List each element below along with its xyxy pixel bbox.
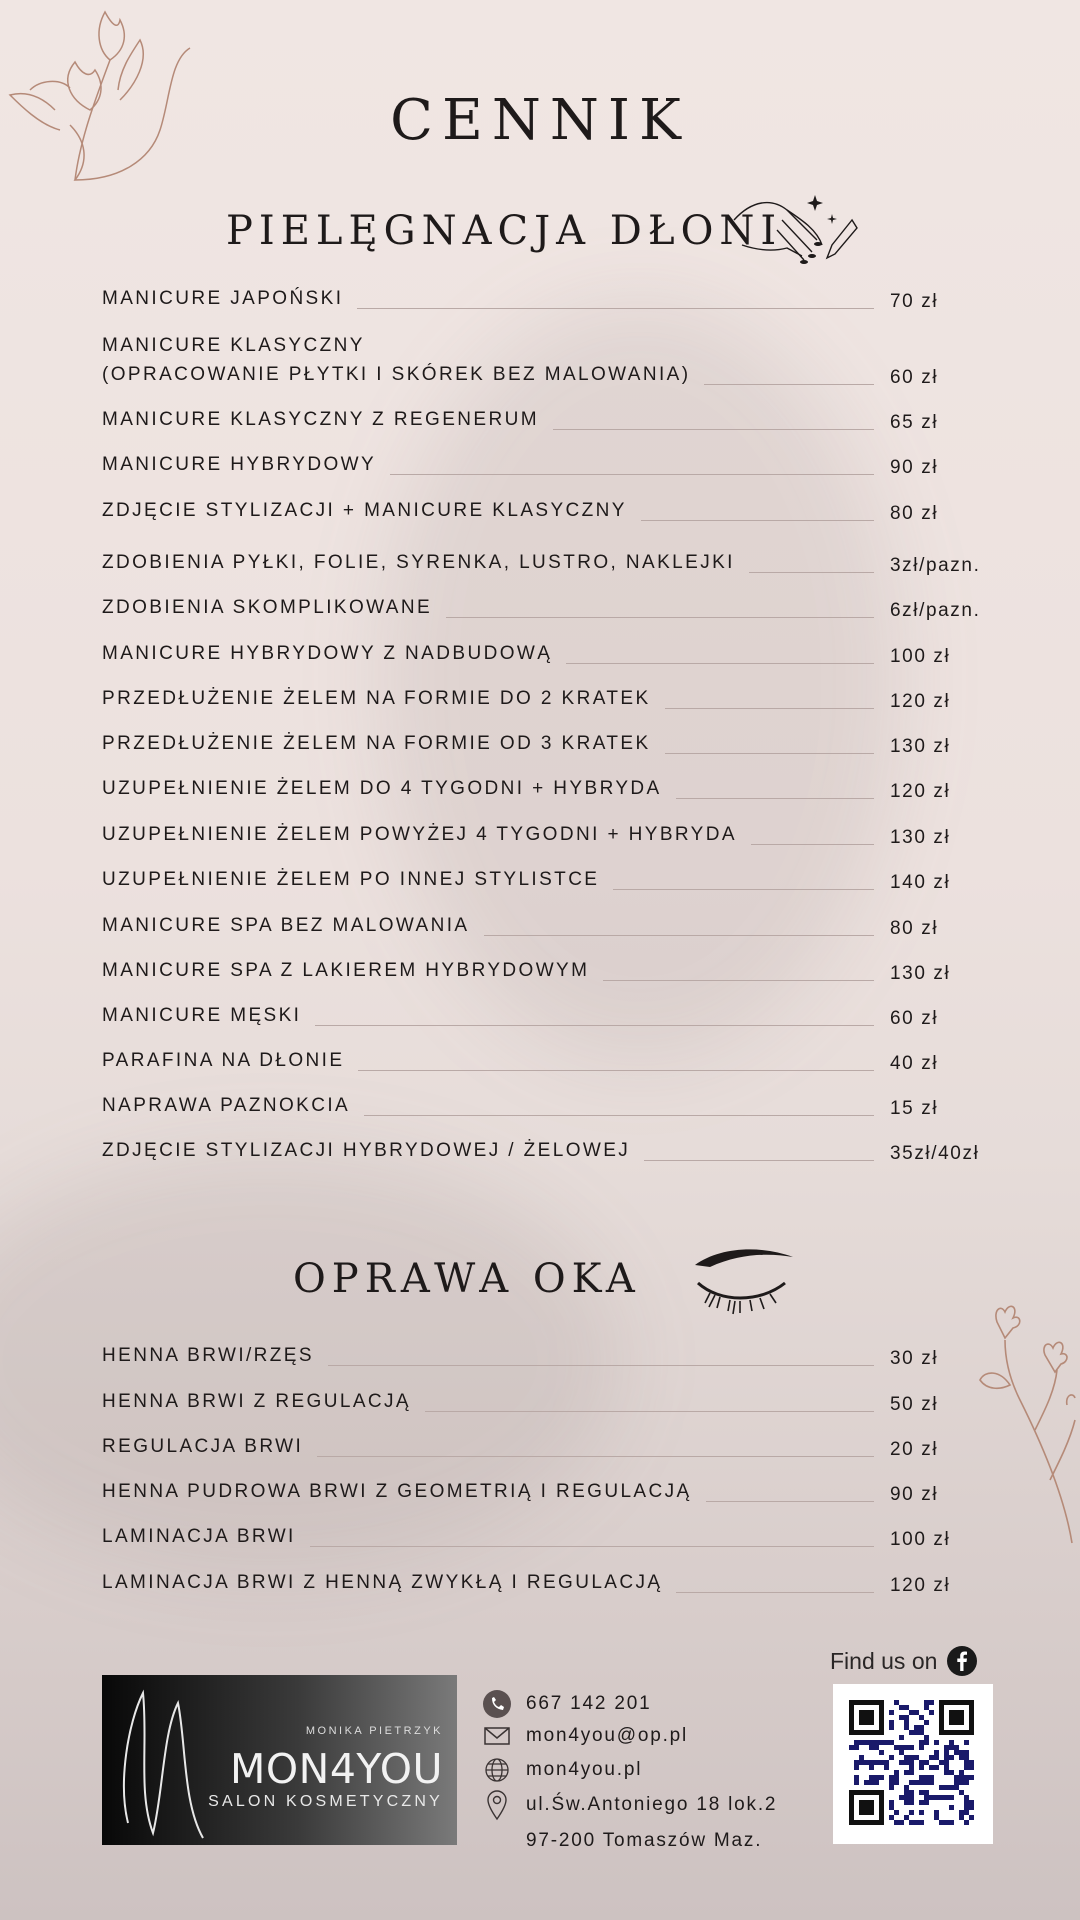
- price-row: [102, 911, 994, 940]
- service-name: MANICURE MĘSKI: [102, 1005, 302, 1026]
- service-price: 35zł/40zł: [890, 1143, 980, 1164]
- price-row: [102, 1136, 994, 1165]
- price-row: [102, 865, 994, 894]
- service-name: MANICURE KLASYCZNY (OPRACOWANIE PŁYTKI I SKÓREK BEZ MALOWANIA): [102, 335, 691, 385]
- price-row: [102, 1001, 994, 1030]
- service-name: MANICURE KLASYCZNY Z REGENERUM: [102, 409, 539, 430]
- price-row: [102, 496, 994, 525]
- service-name: NAPRAWA PAZNOKCIA: [102, 1095, 351, 1116]
- price-row: [102, 1477, 994, 1506]
- price-row: [102, 405, 994, 434]
- price-row: [102, 1568, 994, 1597]
- service-price: 140 zł: [890, 872, 951, 893]
- leader-line: [390, 474, 874, 475]
- service-name: HENNA PUDROWA BRWI Z GEOMETRIĄ I REGULACJĄ: [102, 1481, 692, 1502]
- leader-line: [603, 980, 874, 981]
- signature-monogram-icon: [108, 1683, 218, 1843]
- service-price: 100 zł: [890, 1529, 951, 1550]
- leader-line: [566, 663, 874, 664]
- address-city: 97-200 Tomaszów Maz.: [526, 1830, 763, 1851]
- location-pin-icon: [482, 1790, 512, 1820]
- leader-line: [484, 935, 874, 936]
- service-name: PARAFINA NA DŁONIE: [102, 1050, 345, 1071]
- leader-line: [706, 1501, 874, 1502]
- service-price: 50 zł: [890, 1394, 939, 1415]
- section-title-eyes: OPRAWA OKA: [293, 1256, 641, 1302]
- service-name: MANICURE HYBRYDOWY: [102, 454, 377, 475]
- service-price: 40 zł: [890, 1053, 939, 1074]
- mail-icon: [482, 1721, 512, 1751]
- price-row: [102, 450, 994, 479]
- price-row: [102, 820, 994, 849]
- leader-line: [328, 1365, 874, 1366]
- service-price: 90 zł: [890, 1484, 939, 1505]
- leader-line: [644, 1160, 874, 1161]
- price-row: [102, 593, 994, 622]
- price-row: [102, 1091, 994, 1120]
- leader-line: [641, 520, 874, 521]
- service-name: ZDJĘCIE STYLIZACJI HYBRYDOWEJ / ŻELOWEJ: [102, 1140, 631, 1161]
- service-name: MANICURE SPA Z LAKIEREM HYBRYDOWYM: [102, 960, 590, 981]
- service-price: 20 zł: [890, 1439, 939, 1460]
- price-row: [102, 956, 994, 985]
- contact-address: [482, 1790, 777, 1856]
- flower-branch-decoration-icon: [975, 1300, 1080, 1545]
- leader-line: [364, 1115, 874, 1116]
- leader-line: [553, 429, 874, 430]
- service-name: UZUPEŁNIENIE ŻELEM POWYŻEJ 4 TYGODNI + HYBRYDA: [102, 824, 737, 845]
- leader-line: [315, 1025, 874, 1026]
- service-price: 65 zł: [890, 412, 939, 433]
- service-price: 90 zł: [890, 457, 939, 478]
- service-price: 120 zł: [890, 781, 951, 802]
- service-name: MANICURE JAPOŃSKI: [102, 288, 344, 309]
- leader-line: [751, 844, 874, 845]
- price-row: [102, 1522, 994, 1551]
- closed-eye-icon: [690, 1245, 800, 1320]
- service-price: 80 zł: [890, 918, 939, 939]
- contact-phone[interactable]: [482, 1689, 651, 1719]
- leader-line: [358, 1070, 874, 1071]
- service-name: MANICURE HYBRYDOWY Z NADBUDOWĄ: [102, 643, 553, 664]
- phone-number: 667 142 201: [526, 1693, 652, 1714]
- service-price: 6zł/pazn.: [890, 600, 981, 621]
- service-name: REGULACJA BRWI: [102, 1436, 304, 1457]
- price-row: [102, 729, 994, 758]
- service-price: 130 zł: [890, 827, 951, 848]
- service-price: 130 zł: [890, 963, 951, 984]
- price-row: [102, 284, 994, 313]
- leader-line: [665, 753, 874, 754]
- service-name: LAMINACJA BRWI: [102, 1526, 296, 1547]
- contact-email[interactable]: [482, 1721, 688, 1751]
- service-price: 130 zł: [890, 736, 951, 757]
- price-row: [102, 639, 994, 668]
- leader-line: [613, 889, 874, 890]
- price-row: [102, 1341, 994, 1370]
- service-name: ZDOBIENIA SKOMPLIKOWANE: [102, 597, 433, 618]
- price-row: [102, 684, 994, 713]
- service-name: ZDOBIENIA PYŁKI, FOLIE, SYRENKA, LUSTRO, NAKLEJKI: [102, 552, 735, 573]
- service-name: MANICURE SPA BEZ MALOWANIA: [102, 915, 470, 936]
- service-price: 70 zł: [890, 291, 939, 312]
- find-us-label: Find us on: [830, 1647, 938, 1674]
- salon-logo: [102, 1675, 457, 1845]
- service-name: UZUPEŁNIENIE ŻELEM PO INNEJ STYLISTCE: [102, 869, 600, 890]
- leader-line: [704, 384, 874, 385]
- leader-line: [310, 1546, 874, 1547]
- section-title-hands: PIELĘGNACJA DŁONI: [226, 208, 783, 254]
- phone-icon: [482, 1689, 512, 1719]
- logo-owner-name: MONIKA PIETRZYK: [305, 1725, 443, 1737]
- leader-line: [446, 617, 874, 618]
- leader-line: [749, 572, 874, 573]
- contact-website[interactable]: [482, 1755, 642, 1785]
- service-name: HENNA BRWI Z REGULACJĄ: [102, 1391, 411, 1412]
- leader-line: [676, 798, 874, 799]
- find-us-on[interactable]: [830, 1646, 977, 1676]
- price-row: [102, 548, 994, 577]
- logo-subtitle: SALON KOSMETYCZNY: [208, 1793, 443, 1810]
- globe-icon: [482, 1755, 512, 1785]
- email-address: mon4you@op.pl: [526, 1725, 689, 1746]
- logo-brand-name: MON4YOU: [230, 1745, 443, 1793]
- service-price: 3zł/pazn.: [890, 555, 981, 576]
- service-name: PRZEDŁUŻENIE ŻELEM NA FORMIE OD 3 KRATEK: [102, 733, 651, 754]
- qr-code-image: [833, 1684, 993, 1844]
- service-price: 60 zł: [890, 367, 939, 388]
- service-name: ZDJĘCIE STYLIZACJI + MANICURE KLASYCZNY: [102, 500, 627, 521]
- qr-code[interactable]: [833, 1684, 993, 1844]
- price-row: [102, 1046, 994, 1075]
- hand-manicure-icon: [732, 190, 882, 280]
- service-price: 80 zł: [890, 503, 939, 524]
- service-price: 60 zł: [890, 1008, 939, 1029]
- price-row: [102, 774, 994, 803]
- service-price: 120 zł: [890, 1575, 951, 1596]
- service-price: 100 zł: [890, 646, 951, 667]
- address-street: ul.Św.Antoniego 18 lok.2: [526, 1794, 778, 1815]
- service-name: UZUPEŁNIENIE ŻELEM DO 4 TYGODNI + HYBRYDA: [102, 778, 662, 799]
- leader-line: [676, 1592, 874, 1593]
- page-title: CENNIK: [390, 88, 690, 153]
- service-name: HENNA BRWI/RZĘS: [102, 1345, 314, 1366]
- service-name: LAMINACJA BRWI Z HENNĄ ZWYKŁĄ I REGULACJĄ: [102, 1572, 663, 1593]
- leader-line: [425, 1411, 874, 1412]
- leader-line: [665, 708, 874, 709]
- service-price: 30 zł: [890, 1348, 939, 1369]
- leader-line: [317, 1456, 874, 1457]
- price-row: [102, 331, 994, 389]
- service-price: 120 zł: [890, 691, 951, 712]
- service-name: PRZEDŁUŻENIE ŻELEM NA FORMIE DO 2 KRATEK: [102, 688, 651, 709]
- website-url: mon4you.pl: [526, 1759, 643, 1780]
- service-price: 15 zł: [890, 1098, 939, 1119]
- leader-line: [357, 308, 874, 309]
- price-row: [102, 1387, 994, 1416]
- facebook-icon[interactable]: [947, 1646, 977, 1676]
- price-row: [102, 1432, 994, 1461]
